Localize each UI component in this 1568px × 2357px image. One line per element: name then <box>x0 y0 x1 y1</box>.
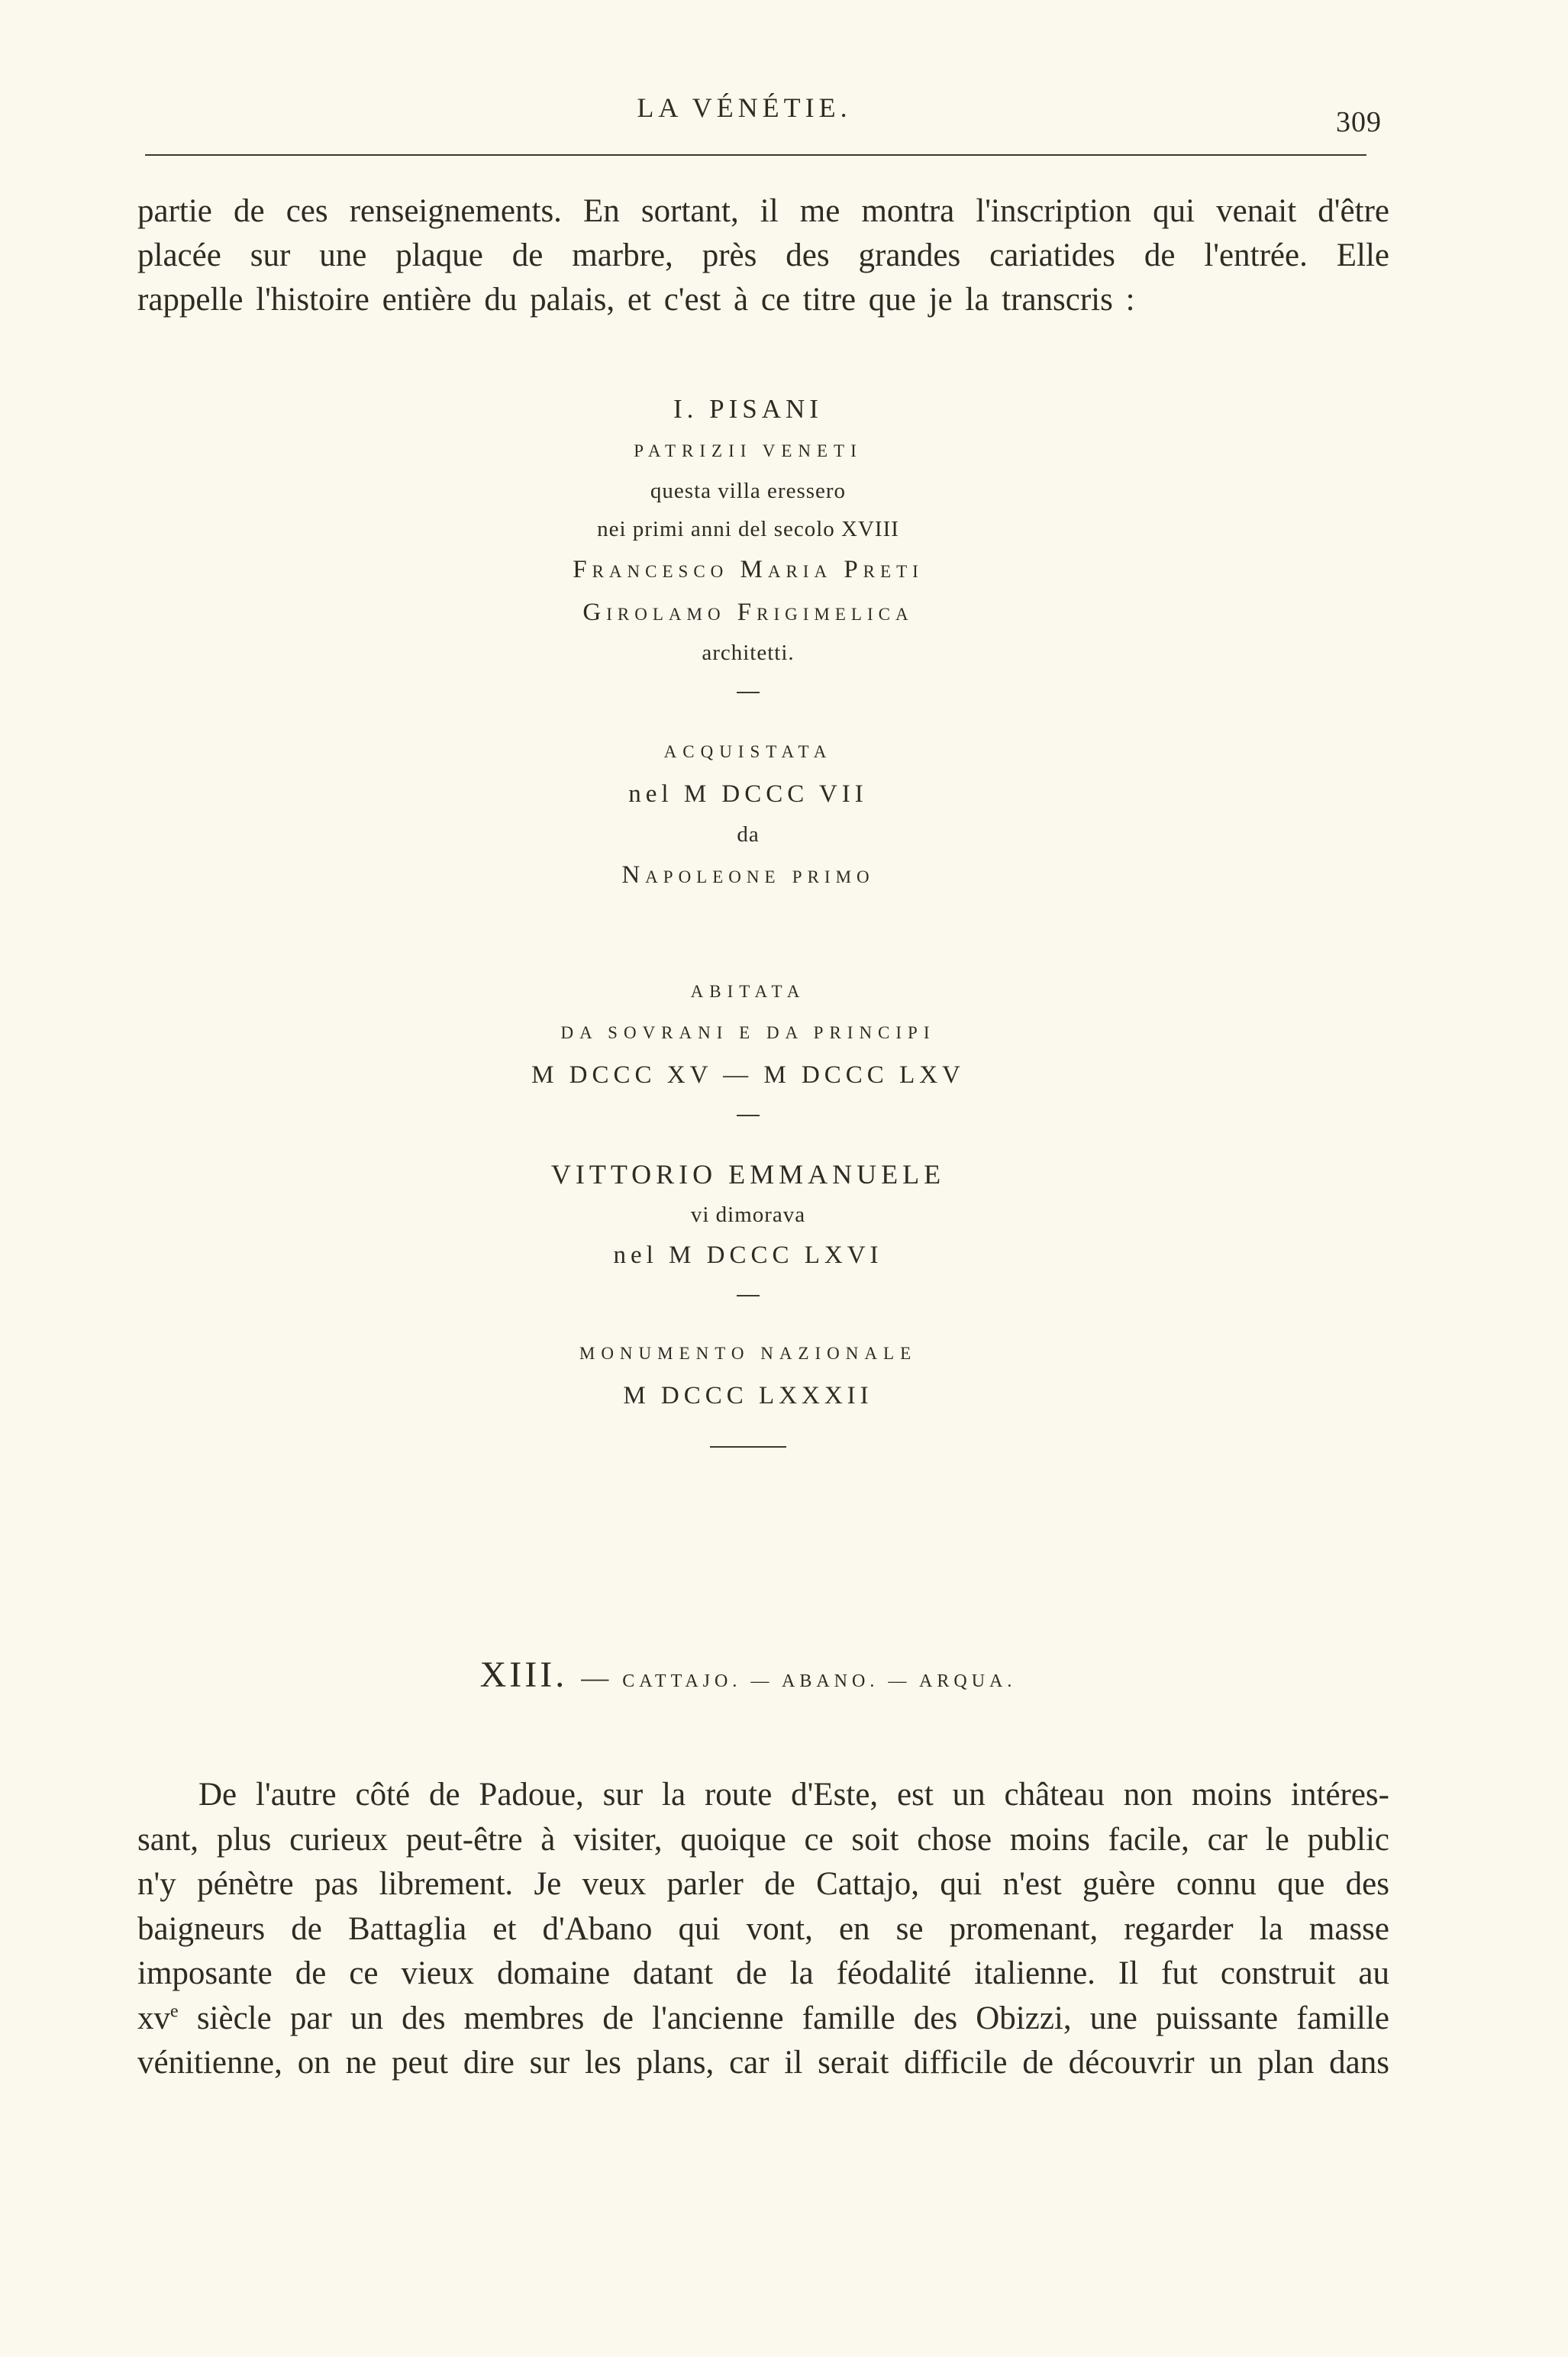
section-places: CATTAJO. — ABANO. — ARQUA. <box>622 1671 1017 1691</box>
inscription-villa: questa villa eressero <box>650 479 847 503</box>
header-rule <box>145 154 1366 156</box>
inscription-monumento-year: M DCCC LXXXII <box>623 1382 873 1409</box>
inscription <box>0 388 1496 1492</box>
body-line: baigneurs de Battaglia et d'Abano qui vont, en se promenant, regarder la masse <box>137 1910 1389 1947</box>
inscription-monumento: MONUMENTO NAZIONALE <box>579 1344 918 1363</box>
inscription-dash <box>737 692 760 693</box>
inscription-anni: nei primi anni del secolo XVIII <box>597 517 899 541</box>
running-title: LA VÉNÉTIE. <box>637 92 852 123</box>
body-line: De l'autre côté de Padoue, sur la route d'Este, est un château non moins intéres- <box>198 1777 1389 1813</box>
inscription-patrizii: PATRIZII VENETI <box>634 441 863 460</box>
body-line: imposante de ce vieux domaine datant de la féodalité italienne. Il fut construit au <box>137 1955 1389 1991</box>
inscription-architetti: architetti. <box>702 641 795 665</box>
inscription-dimorava: vi dimorava <box>690 1203 806 1227</box>
inscription-napoleone: Napoleone primo <box>621 861 875 889</box>
body-line: sant, plus curieux peut-être à visiter, quoique ce soit chose moins facile, car le public <box>137 1821 1389 1858</box>
intro-line: rappelle l'histoire entière du palais, et c'est à ce titre que je la transcris : <box>137 282 1135 318</box>
inscription-end-rule <box>710 1446 786 1448</box>
body-line: vénitienne, on ne peut dire sur les plans, car il serait difficile de découvrir un plan dans <box>137 2045 1389 2081</box>
inscription-vittorio-year: nel M DCCC LXVI <box>613 1241 883 1269</box>
inscription-abitata: ABITATA <box>690 982 806 1001</box>
inscription-dash <box>737 1115 760 1116</box>
body-line: n'y pénètre pas librement. Je veux parler de Cattajo, qui n'est guère connu que des <box>137 1866 1389 1902</box>
body-line-rest: siècle par un des membres de l'ancienne famille des Obizzi, une puissante famille <box>178 2000 1389 2036</box>
section-heading <box>0 1654 1496 1696</box>
body-line <box>137 1997 1389 2042</box>
century-superscript: e <box>170 2001 179 2022</box>
century-numeral: xv <box>137 2000 170 2036</box>
section-number: XIII. <box>479 1655 568 1695</box>
inscription-architect-1: Francesco Maria Preti <box>573 556 924 583</box>
intro-paragraph <box>137 189 1389 322</box>
inscription-architect-2: Girolamo Frigimelica <box>582 599 914 626</box>
intro-line: placée sur une plaque de marbre, près des grandes cariatides de l'entrée. Elle <box>137 237 1389 273</box>
body-paragraph <box>137 1773 1389 2086</box>
inscription-abitata-years: M DCCC XV — M DCCC LXV <box>531 1061 965 1089</box>
inscription-vittorio: VITTORIO EMMANUELE <box>550 1159 946 1190</box>
inscription-acquistata: ACQUISTATA <box>663 742 833 761</box>
inscription-sovrani: DA SOVRANI E DA PRINCIPI <box>560 1023 936 1042</box>
intro-line: partie de ces renseignements. En sortant, il me montra l'inscription qui venait d'être <box>137 193 1389 229</box>
inscription-da: da <box>737 822 760 847</box>
inscription-acquistata-year: nel M DCCC VII <box>628 780 868 808</box>
inscription-name: I. PISANI <box>673 394 823 424</box>
page-number: 309 <box>1336 106 1382 138</box>
inscription-dash <box>737 1295 760 1296</box>
section-separator: — <box>581 1662 609 1693</box>
